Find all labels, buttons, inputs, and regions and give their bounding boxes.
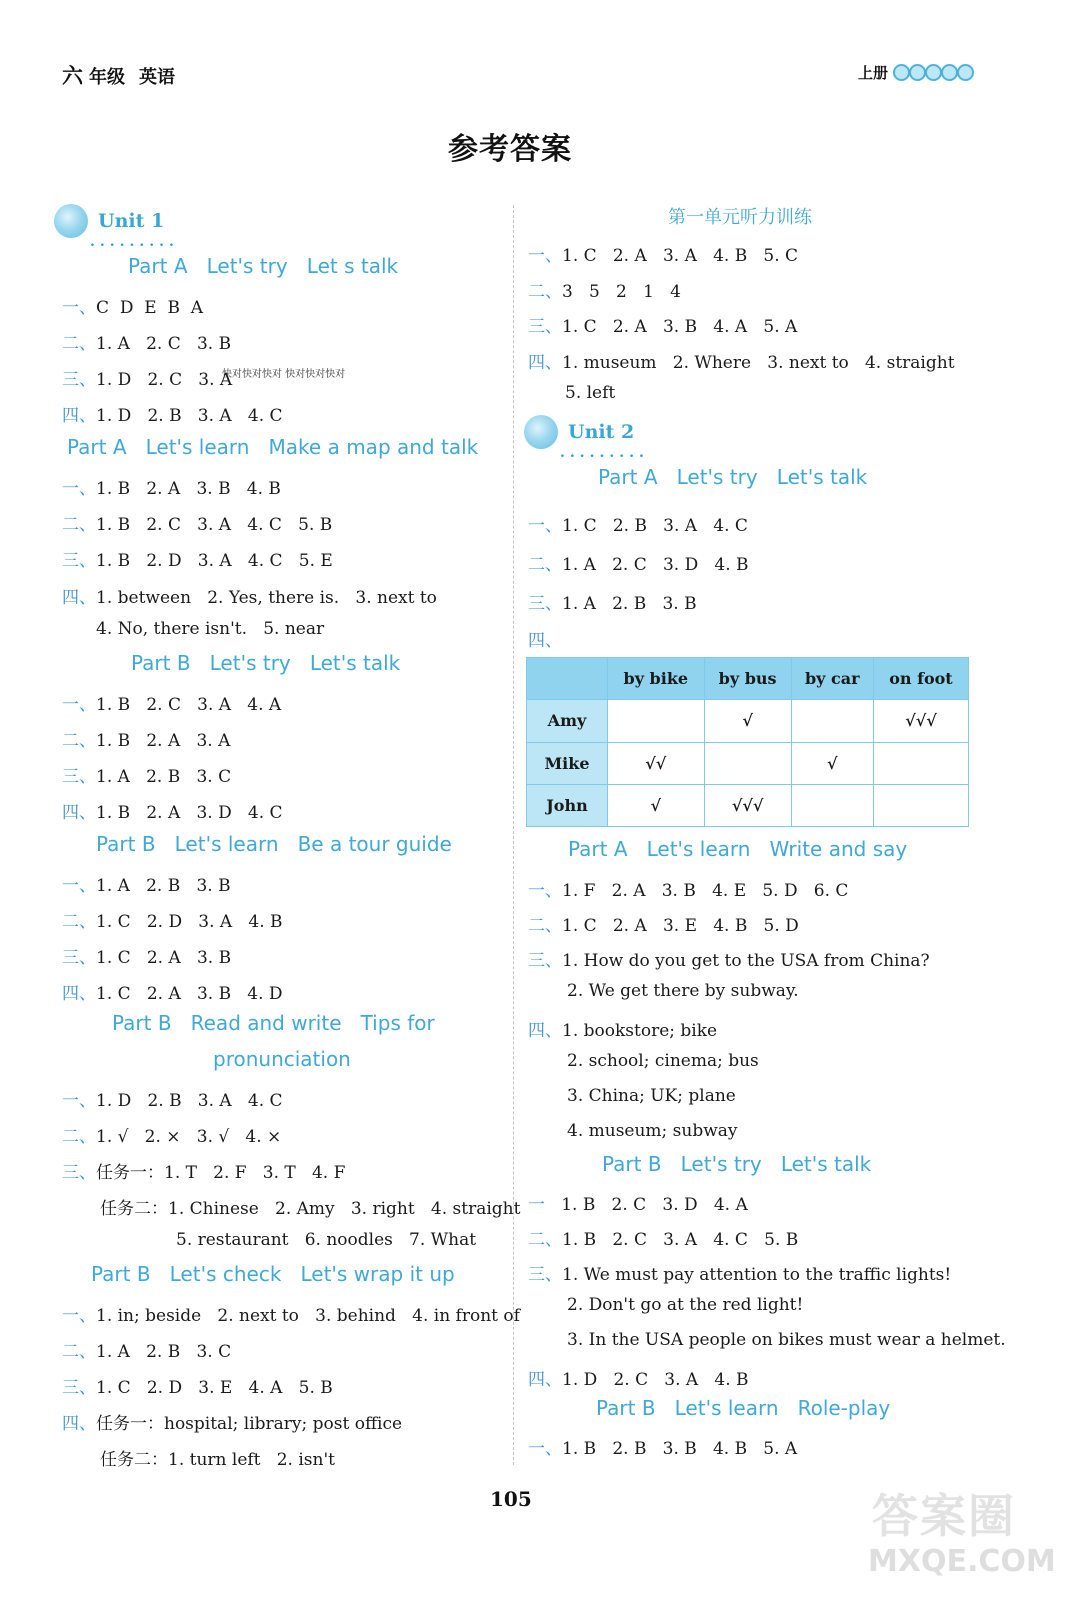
answer-line: 一、1. C 2. A 3. A 4. B 5. C bbox=[528, 246, 799, 266]
answer-line: 二、1. A 2. C 3. D 4. B bbox=[528, 555, 749, 575]
answer-line: 三、1. B 2. D 3. A 4. C 5. E bbox=[62, 551, 333, 571]
section-heading: Part B Let's try Let's talk bbox=[602, 1152, 872, 1176]
answer-line: 一、1. B 2. B 3. B 4. B 5. A bbox=[528, 1439, 798, 1459]
row-name: Amy bbox=[527, 700, 608, 742]
answer-line: 二、1. C 2. A 3. E 4. B 5. D bbox=[528, 916, 799, 936]
answer-line: 5. left bbox=[565, 383, 616, 403]
answer-line: 四、1. B 2. A 3. D 4. C bbox=[62, 803, 283, 823]
unit-dots: ......... bbox=[90, 234, 179, 250]
watermark-logo: 答案圈 bbox=[872, 1489, 1016, 1543]
answer-line: 2. school; cinema; bus bbox=[567, 1051, 759, 1071]
answer-line: 四、1. between 2. Yes, there is. 3. next to bbox=[62, 588, 437, 608]
unit-ball-icon bbox=[54, 204, 88, 238]
page-number: 105 bbox=[490, 1487, 532, 1511]
table-cell bbox=[791, 700, 873, 742]
answer-line: 3. In the USA people on bikes must wear a helmet. bbox=[567, 1330, 1006, 1350]
answer-line: 二、1. B 2. C 3. A 4. C 5. B bbox=[528, 1230, 799, 1250]
answer-line: 一、1. A 2. B 3. B bbox=[62, 876, 231, 896]
answer-line: 三、1. D 2. C 3. A bbox=[62, 370, 233, 390]
section-heading: Part B Let's try Let's talk bbox=[131, 651, 401, 675]
answer-line: 一 1. B 2. C 3. D 4. A bbox=[528, 1195, 748, 1215]
table-cell: √√ bbox=[608, 742, 705, 784]
table-header: by car bbox=[791, 658, 873, 700]
row-name: Mike bbox=[527, 742, 608, 784]
section-heading: Part A Let's try Let's talk bbox=[598, 465, 868, 489]
answer-line: 2. We get there by subway. bbox=[567, 981, 799, 1001]
answer-line: 3. China; UK; plane bbox=[567, 1086, 736, 1106]
table-cell: √ bbox=[608, 784, 705, 826]
unit-ball-icon bbox=[524, 415, 558, 449]
answer-line: 5. restaurant 6. noodles 7. What bbox=[176, 1230, 477, 1250]
answer-line: 三、任务一：1. T 2. F 3. T 4. F bbox=[62, 1163, 346, 1183]
answer-line: 一、C D E B A bbox=[62, 298, 204, 318]
listening-training-title: 第一单元听力训练 bbox=[668, 207, 812, 228]
table-header: on foot bbox=[873, 658, 968, 700]
answer-line: 一、1. F 2. A 3. B 4. E 5. D 6. C bbox=[528, 881, 849, 901]
answer-line: 4. No, there isn't. 5. near bbox=[96, 619, 325, 639]
unit-2-heading bbox=[524, 415, 649, 461]
section-heading: Part A Let's learn Make a map and talk bbox=[67, 435, 479, 459]
section-heading: Part B Let's learn Role-play bbox=[596, 1396, 891, 1420]
unit-dots: ......... bbox=[560, 445, 649, 461]
section-heading: Part B Let's check Let's wrap it up bbox=[91, 1262, 455, 1286]
transport-table bbox=[526, 657, 969, 827]
answer-line: 三、1. C 2. A 3. B 4. A 5. A bbox=[528, 317, 798, 337]
table-cell: √ bbox=[791, 742, 873, 784]
answer-line: 四、 bbox=[528, 631, 562, 651]
answer-line: 三、1. A 2. B 3. C bbox=[62, 767, 232, 787]
row-name: John bbox=[527, 784, 608, 826]
answer-line: 四、1. C 2. A 3. B 4. D bbox=[62, 984, 283, 1004]
answer-line: 任务二：1. turn left 2. isn't bbox=[100, 1450, 335, 1470]
answer-line: 一、1. in; beside 2. next to 3. behind 4. in front of bbox=[62, 1306, 520, 1326]
answer-line: 二、1. A 2. B 3. C bbox=[62, 1342, 232, 1362]
watermark bbox=[866, 1480, 1056, 1590]
header-volume bbox=[858, 62, 974, 83]
answer-line: 三、1. We must pay attention to the traffic lights! bbox=[528, 1265, 952, 1285]
table-header: by bus bbox=[704, 658, 791, 700]
answer-line: 二、1. C 2. D 3. A 4. B bbox=[62, 912, 283, 932]
decorative-dots-icon bbox=[894, 64, 974, 81]
answer-line: 二、1. √ 2. × 3. √ 4. × bbox=[62, 1127, 282, 1147]
header-grade-subject bbox=[62, 60, 175, 90]
answer-line: 四、1. bookstore; bike bbox=[528, 1021, 718, 1041]
section-heading: Part A Let's learn Write and say bbox=[568, 837, 908, 861]
unit-1-label: Unit 1 bbox=[98, 210, 165, 232]
answer-line: 2. Don't go at the red light! bbox=[567, 1295, 804, 1315]
answer-line: 四、1. D 2. C 3. A 4. B bbox=[528, 1370, 749, 1390]
table-cell: √√√ bbox=[873, 700, 968, 742]
answer-line: 一、1. C 2. B 3. A 4. C bbox=[528, 516, 748, 536]
table-row bbox=[527, 700, 969, 742]
answer-line: 二、1. B 2. C 3. A 4. C 5. B bbox=[62, 515, 333, 535]
table-cell: √√√ bbox=[704, 784, 791, 826]
unit-2-label: Unit 2 bbox=[568, 421, 635, 443]
column-divider bbox=[513, 205, 514, 1465]
answer-line: 任务二：1. Chinese 2. Amy 3. right 4. straight bbox=[100, 1199, 521, 1219]
answer-line: 二、3 5 2 1 4 bbox=[528, 282, 681, 302]
watermark-url: MXQE.COM bbox=[868, 1544, 1056, 1579]
table-cell bbox=[873, 784, 968, 826]
grade-suffix: 年级 bbox=[89, 67, 125, 88]
section-heading: Part B Read and write Tips for bbox=[112, 1011, 435, 1035]
grade-number: 六 bbox=[62, 64, 83, 88]
answer-line: 二、1. B 2. A 3. A bbox=[62, 731, 231, 751]
answer-line: 4. museum; subway bbox=[567, 1121, 738, 1141]
table-header-row bbox=[527, 658, 969, 700]
section-heading: Part B Let's learn Be a tour guide bbox=[96, 832, 452, 856]
section-heading-cont: pronunciation bbox=[213, 1047, 351, 1071]
answer-line: 四、任务一：hospital; library; post office bbox=[62, 1414, 403, 1434]
answer-line: 四、1. museum 2. Where 3. next to 4. straight bbox=[528, 353, 955, 373]
answer-line: 一、1. D 2. B 3. A 4. C bbox=[62, 1091, 283, 1111]
answer-line: 三、1. A 2. B 3. B bbox=[528, 594, 697, 614]
table-cell bbox=[873, 742, 968, 784]
answer-line: 一、1. B 2. C 3. A 4. A bbox=[62, 695, 282, 715]
volume-label: 上册 bbox=[858, 64, 889, 82]
answer-line: 四、1. D 2. B 3. A 4. C bbox=[62, 406, 283, 426]
answer-line: 三、1. How do you get to the USA from China? bbox=[528, 951, 930, 971]
table-cell bbox=[704, 742, 791, 784]
scribble-note: 快对快对快对 快对快对快对 bbox=[222, 369, 346, 380]
answer-line: 二、1. A 2. C 3. B bbox=[62, 334, 232, 354]
table-row bbox=[527, 742, 969, 784]
section-heading: Part A Let's try Let s talk bbox=[128, 254, 399, 278]
page-title: 参考答案 bbox=[448, 132, 572, 167]
table-header: by bike bbox=[608, 658, 705, 700]
answer-line: 一、1. B 2. A 3. B 4. B bbox=[62, 479, 281, 499]
table-cell bbox=[608, 700, 705, 742]
answer-line: 三、1. C 2. D 3. E 4. A 5. B bbox=[62, 1378, 333, 1398]
table-corner bbox=[527, 658, 608, 700]
table-cell bbox=[791, 784, 873, 826]
table-row bbox=[527, 784, 969, 826]
unit-1-heading bbox=[54, 204, 179, 250]
answer-line: 三、1. C 2. A 3. B bbox=[62, 948, 232, 968]
table-cell: √ bbox=[704, 700, 791, 742]
subject-label: 英语 bbox=[139, 67, 175, 88]
